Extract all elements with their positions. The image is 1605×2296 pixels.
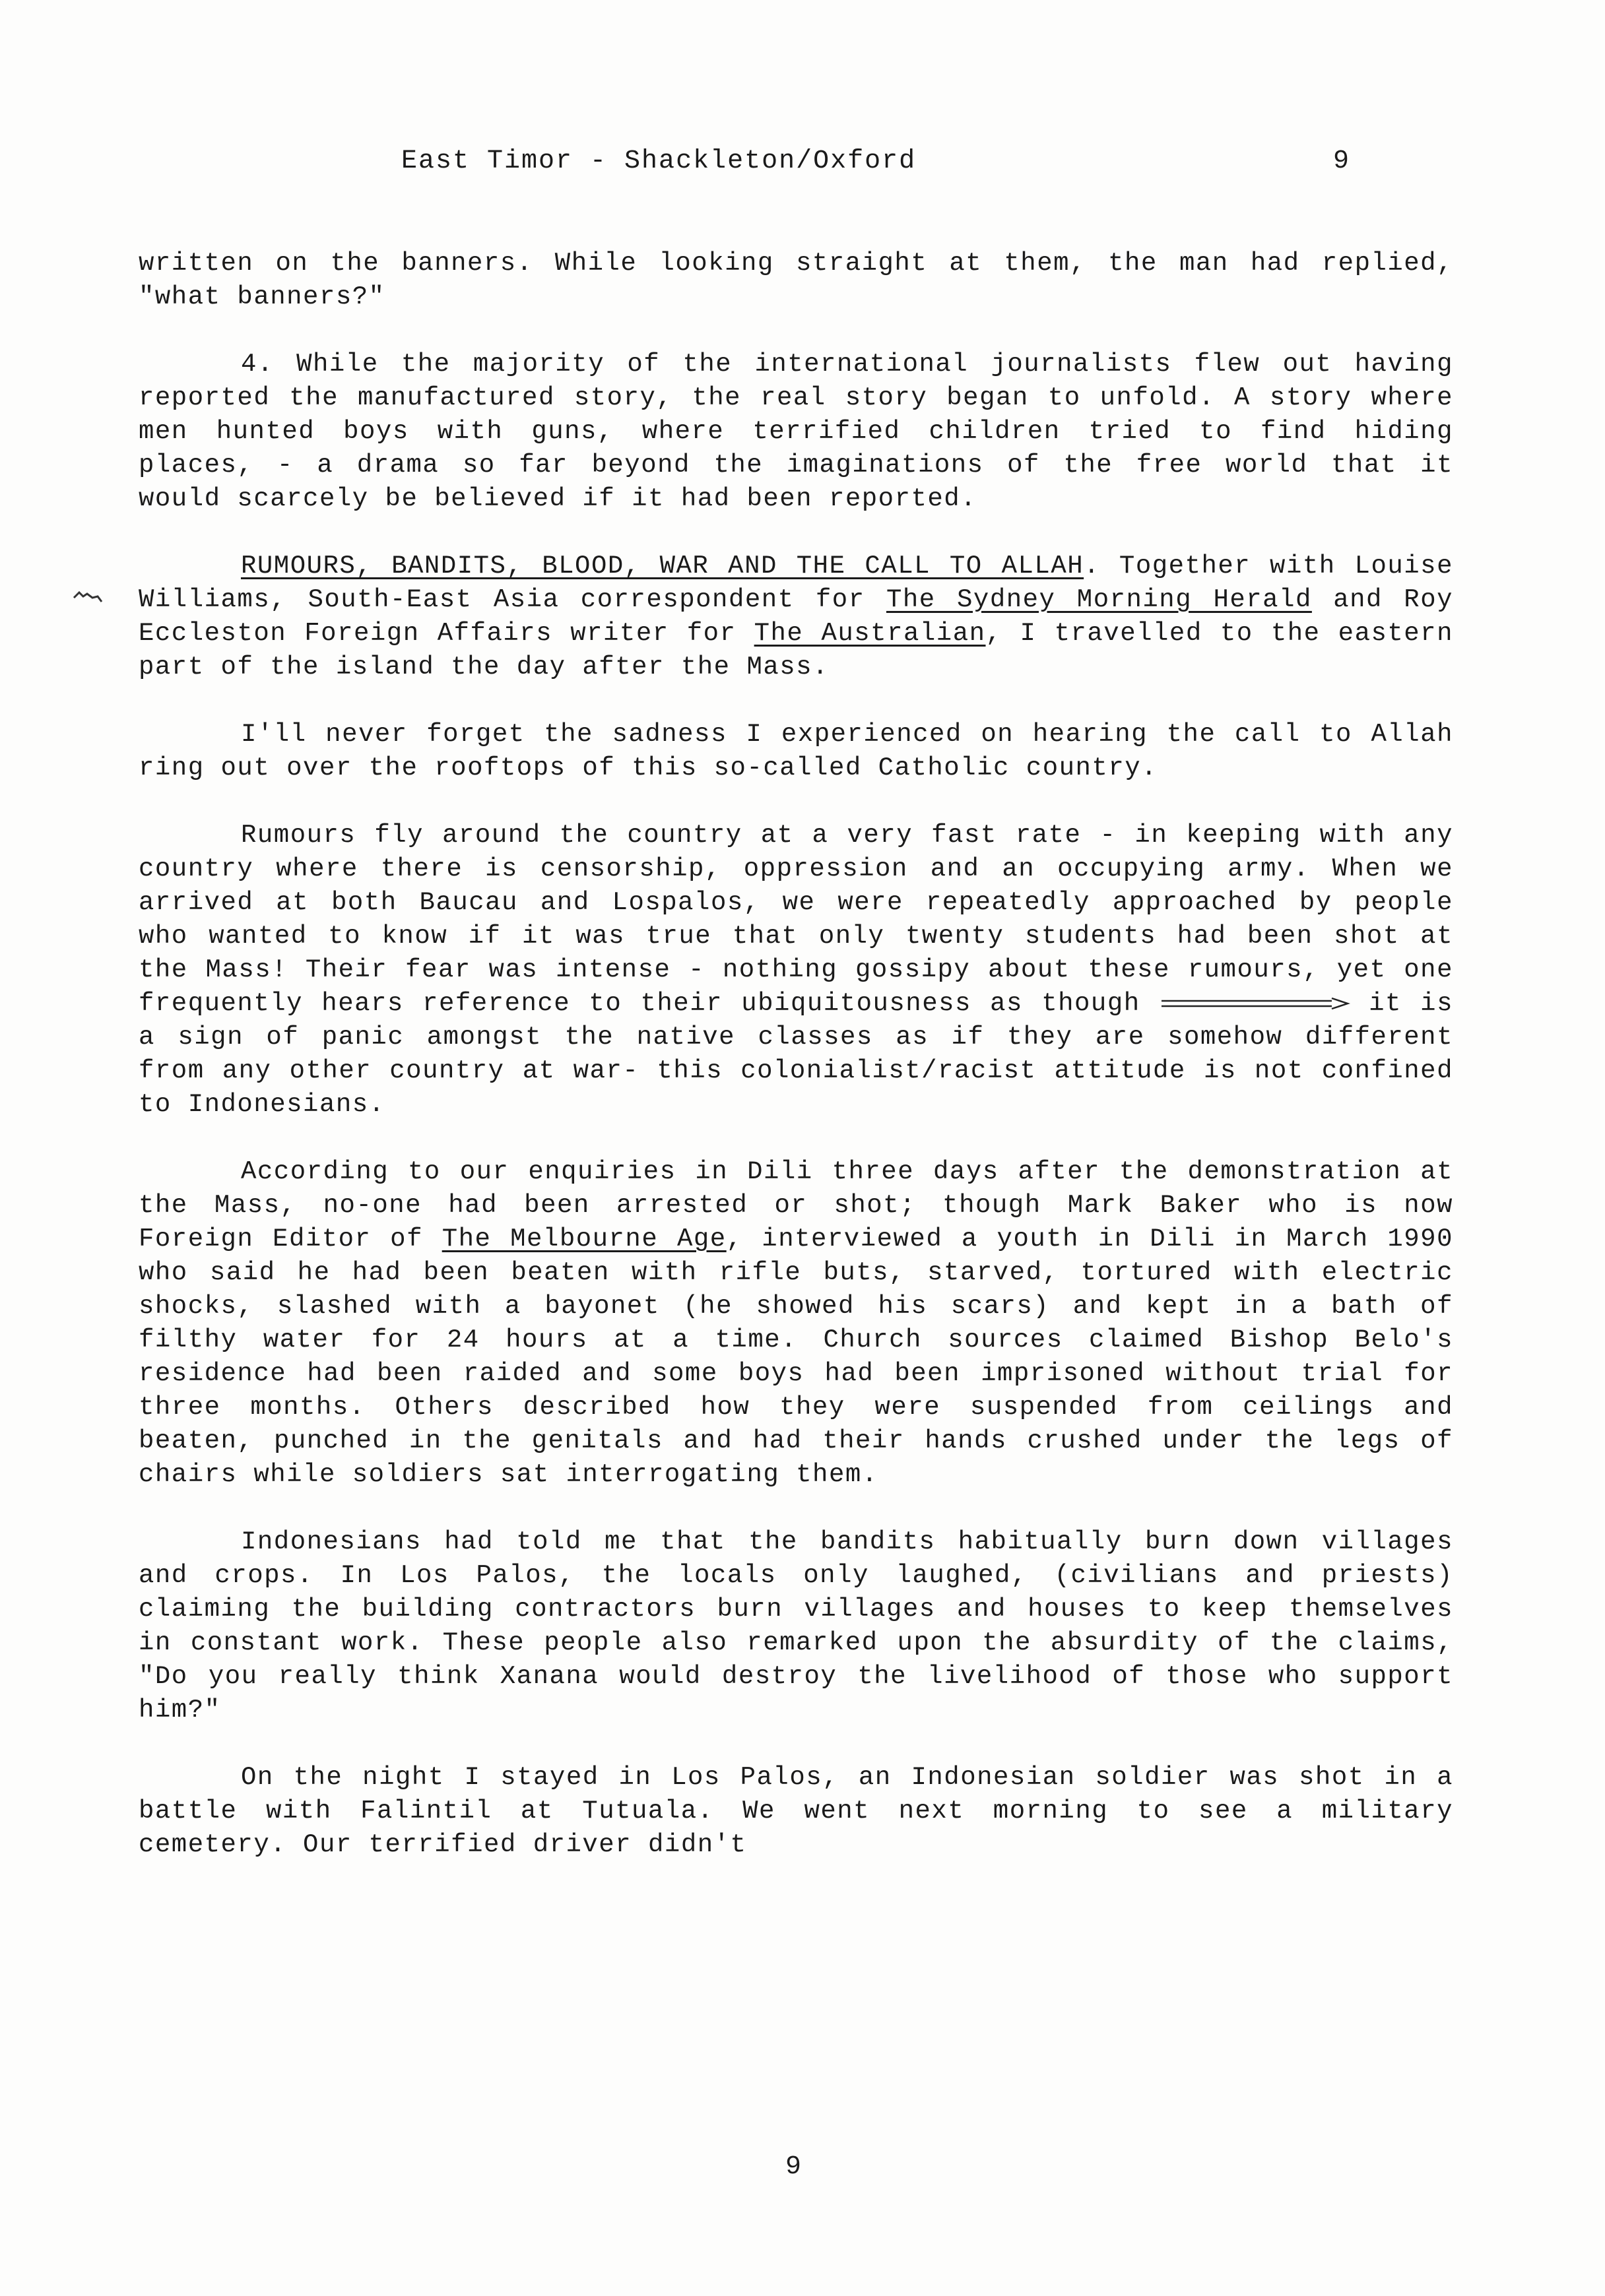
paragraph-text: , I travelled to the eastern part of the island the day after the Mass.	[139, 619, 1453, 682]
paragraph-4: 4. While the majority of the international journalists flew out having reported the manufactured story, the real story began to unfold. A story where men hunted boys with guns, where terrified children tried to find hiding places, - a drama so far beyond the imaginations of the free world that it would scarcely be believed if it had been reported.	[139, 350, 1453, 513]
paragraph-text: According to our enquiries in Dili three days after the demonstration at the Mass, no-one had been arrested or shot; though Mark Baker who is now Foreign Editor of	[139, 1157, 1453, 1254]
paragraph-fear	[139, 819, 1453, 1122]
paragraph-continuation: written on the banners. While looking straight at them, the man had replied, "what banners?"	[139, 249, 1453, 311]
paragraph-text: it is a sign of panic amongst the native classes as if they are somehow different from any other country at war- this colonialist/racist attitude is not confined to Indonesians.	[139, 989, 1453, 1119]
paragraph-text: . Together with Louise Williams, South-East Asia correspondent for	[139, 552, 1453, 614]
paragraph-text: Rumours fly around the country at a very fast rate - in keeping with any country where there is censorship, oppression and an occupying army. When we arrived at both Baucau and Lospalos, we were repeatedly approached by people who wanted to know if it was true that only twenty students had been shot at the Mass! Their fear was intense - nothing gossipy about these rumours, yet one frequently hears reference to their ubiquitousness as though	[139, 821, 1453, 1018]
header-page-number: 9	[1333, 146, 1351, 176]
handwritten-arrow-icon	[1159, 994, 1350, 1013]
paragraph-enquiries	[139, 1155, 1453, 1492]
body-text	[139, 247, 1453, 1896]
publication-title: The Sydney Morning Herald	[886, 585, 1312, 614]
header-title: East Timor - Shackleton/Oxford	[401, 146, 917, 176]
publication-title: The Australian	[754, 619, 986, 648]
margin-mark-icon	[73, 589, 103, 603]
section-heading: RUMOURS, BANDITS, BLOOD, WAR AND THE CALL TO ALLAH	[241, 552, 1084, 581]
paragraph-text: and Roy Eccleston Foreign Affairs writer for	[139, 585, 1453, 648]
paragraph-bandits: Indonesians had told me that the bandits habitually burn down villages and crops. In Los Palos, the locals only laughed, (civilians and priests) claiming the building contractors burn villages and houses to keep themselves in constant work. These people also remarked upon the absurdity of the claims, "Do you really think Xanana would destroy the livelihood of those who support him?"	[139, 1527, 1453, 1725]
page-footer-number: 9	[785, 2152, 802, 2182]
paragraph-allah: I'll never forget the sadness I experienced on hearing the call to Allah ring out over the rooftops of this so-called Catholic country.	[139, 720, 1453, 782]
publication-title: The Melbourne Age	[442, 1225, 727, 1254]
page-header	[401, 146, 1358, 176]
paragraph-rumours	[139, 550, 1453, 684]
paragraph-text: , interviewed a youth in Dili in March 1990 who said he had been beaten with rifle buts, starved, tortured with electric shocks, slashed with a bayonet (he showed his scars) and kept in a bath of filthy water for 24 hours at a time. Church sources claimed Bishop Belo's residence had been raided and some boys had been imprisoned without trial for three months. Others described how they were suspended from ceilings and beaten, punched in the genitals and had their hands crushed under the legs of chairs while soldiers sat interrogating them.	[139, 1225, 1453, 1489]
paragraph-los-palos: On the night I stayed in Los Palos, an Indonesian soldier was shot in a battle with Falintil at Tutuala. We went next morning to see a military cemetery. Our terrified driver didn't	[139, 1763, 1453, 1859]
